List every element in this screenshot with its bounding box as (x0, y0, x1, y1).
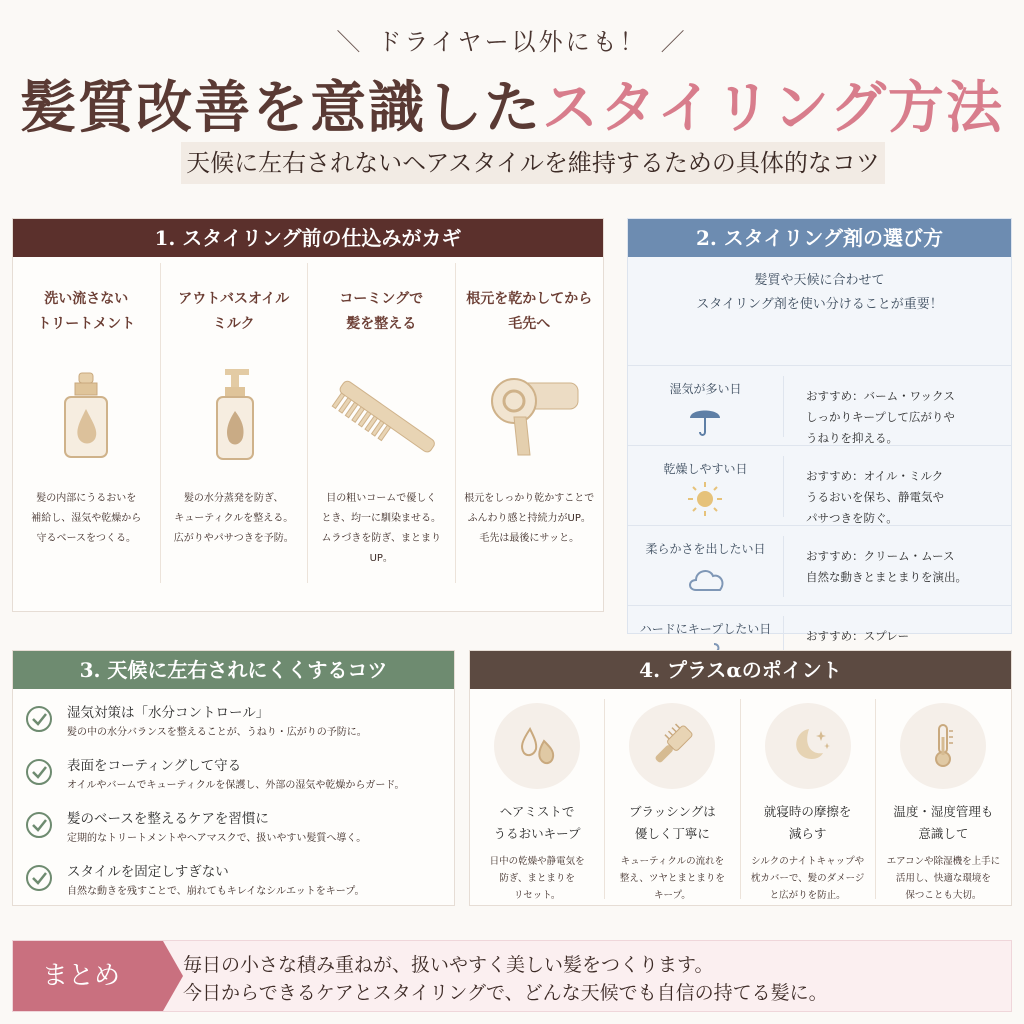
prep-item: コーミングで 髪を整える 目の粗いコームで優しく とき、均一に馴染ませる。 ムラづきを防ぎ、まとまりUP。 (308, 263, 456, 583)
comb-icon (308, 367, 455, 477)
product-row: 乾燥しやすい日 おすすめ：オイル・ミルク うるおいを保ち、静電気や パサつきを防ぐ。 (628, 445, 1011, 525)
summary-box (12, 940, 1012, 1012)
product-row: 湿気が多い日 おすすめ：バーム・ワックス しっかりキープして広がりや うねりを抑える。 (628, 365, 1011, 445)
thermometer-icon (918, 721, 968, 771)
kicker: ＼ ドライヤー以外にも！ ／ (336, 28, 688, 56)
summary-line: 今日からできるケアとスタイリングで、どんな天候でも自信の持てる髪に。 (183, 982, 828, 1004)
section-intro: 髪質や天候に合わせて スタイリング剤を使い分けることが重要！ (696, 273, 943, 312)
hair-dryer-icon (456, 367, 604, 477)
prep-item: アウトバスオイル ミルク 髪の水分蒸発を防ぎ、 キューティクルを整える。 広がりやパサつきを予防。 (161, 263, 309, 583)
section-heading: 1. スタイリング前の仕込みがカギ (13, 219, 603, 257)
brush-icon (647, 721, 697, 771)
point-item: 就寝時の摩擦を 減らす シルクのナイトキャップや 枕カバーで、髪のダメージ と広がりを防止。 (741, 699, 876, 899)
prep-item: 洗い流さない トリートメント 髪の内部にうるおいを 補給し、湿気や乾燥から 守るベースをつくる。 (13, 263, 161, 583)
water-drops-icon (512, 721, 562, 771)
page-title: 髪質改善を意識したスタイリング方法 (20, 75, 1004, 141)
product-row: 柔らかさを出したい日 おすすめ：クリーム・ムース 自然な動きとまとまりを演出。 (628, 525, 1011, 605)
product-row: ハードにキープしたい日 おすすめ：スプレー (628, 605, 1011, 685)
summary-badge: まとめ (13, 941, 163, 1011)
moon-stars-icon (783, 721, 833, 771)
section-heading: 2. スタイリング剤の選び方 (628, 219, 1011, 257)
page-subtitle: 天候に左右されないヘアスタイルを維持するための具体的なコツ (181, 142, 885, 184)
cloud-icon (686, 560, 728, 598)
check-icon (25, 705, 53, 733)
sun-icon (686, 480, 724, 518)
pump-bottle-icon (161, 367, 308, 477)
section-heading: 3. 天候に左右されにくくするコツ (13, 651, 454, 689)
section-heading: 4. プラスαのポイント (470, 651, 1011, 689)
prep-item: 根元を乾かしてから 毛先へ 根元をしっかり乾かすことで ふんわり感と持続力がUP。 毛先は最後にサッと。 (456, 263, 604, 583)
serum-bottle-icon (13, 367, 160, 477)
summary-line: 毎日の小さな積み重ねが、扱いやすく美しい髪をつくります。 (183, 954, 714, 976)
section-styling-products (627, 218, 1012, 643)
point-item: ブラッシングは 優しく丁寧に キューティクルの流れを 整え、ツヤとまとまりを キープ。 (605, 699, 740, 899)
section-weather-tips: 3. 天候に左右されにくくするコツ 湿気対策は「水分コントロール」 髪の中の水分バランスを整えることが、うねり・広がりの予防に。 表面をコーティングして守る オイルやバームでキューティクルを保護し、外部の湿気や乾燥からガード。 髪のベースを整えるケアを習慣に 定期的なトリートメントやヘアマスクで、扱いやすい髪質へ導く。 スタイルを固定しすぎない 自然な動きを残すことで、崩れてもキレイなシルエットをキープ。 (12, 650, 455, 906)
umbrella-icon (686, 400, 724, 438)
section-prep (12, 218, 604, 612)
section-plus-alpha (469, 650, 1012, 906)
check-icon (25, 811, 53, 839)
point-item: 温度・湿度管理も 意識して エアコンや除湿機を上手に 活用し、快適な環境を 保つことも大切。 (876, 699, 1011, 899)
check-icon (25, 864, 53, 892)
check-icon (25, 758, 53, 786)
point-item: ヘアミストで うるおいキープ 日中の乾燥や静電気を 防ぎ、まとまりを リセット。 (470, 699, 605, 899)
